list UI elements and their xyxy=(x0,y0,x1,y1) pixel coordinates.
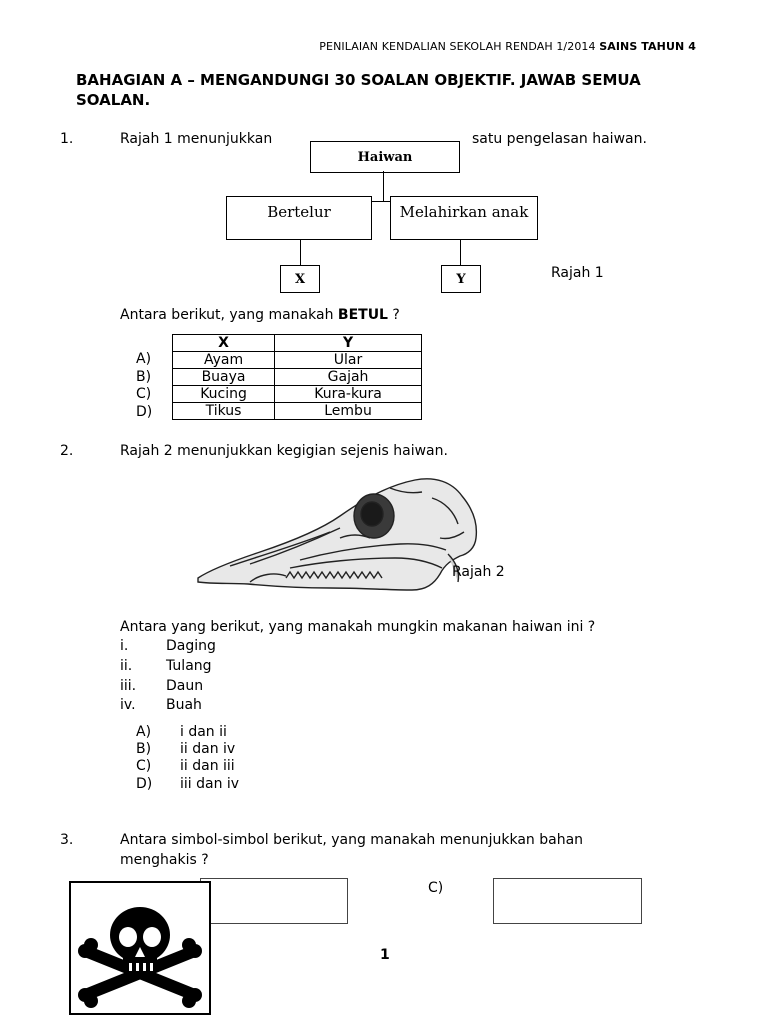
q1-caption: Rajah 1 xyxy=(551,265,604,281)
table-header-row xyxy=(173,335,422,352)
diagram-melahirkan-anak: Melahirkan anak xyxy=(390,196,538,240)
connector-line xyxy=(383,171,384,201)
header-subject: SAINS TAHUN 4 xyxy=(599,40,696,53)
q3-option-b-box xyxy=(200,878,348,924)
q2-item-roman: i. xyxy=(120,638,129,654)
q2-option-label-c: C) xyxy=(136,758,152,774)
q2-option-text-d: iii dan iv xyxy=(180,776,240,792)
diagram-root-haiwan: Haiwan xyxy=(310,141,460,173)
table-cell: Gajah xyxy=(275,369,422,386)
q2-prompt: Antara yang berikut, yang manakah mungkin makanan haiwan ini ? xyxy=(120,619,596,635)
q2-item-roman: iii. xyxy=(120,678,137,694)
q2-option-text-c: ii dan iii xyxy=(180,758,235,774)
q2-option-text-a: i dan ii xyxy=(180,724,227,740)
q2-item-text: Buah xyxy=(166,697,202,713)
q1-option-label-a: A) xyxy=(136,351,152,367)
q1-text-before: Rajah 1 menunjukkan xyxy=(120,131,273,147)
q1-option-label-d: D) xyxy=(136,404,153,420)
diagram-y: Y xyxy=(441,265,481,293)
q2-option-label-a: A) xyxy=(136,724,152,740)
q2-option-text-b: ii dan iv xyxy=(180,741,236,757)
q2-option-label-b: B) xyxy=(136,741,152,757)
diagram-bertelur: Bertelur xyxy=(226,196,372,240)
q1-answer-table xyxy=(172,334,422,420)
q1-prompt-plain: Antara berikut, yang manakah xyxy=(120,307,338,323)
table-cell: Ular xyxy=(275,352,422,369)
q3-text-line2: menghakis ? xyxy=(120,852,209,868)
table-cell: Lembu xyxy=(275,403,422,420)
table-cell: Kucing xyxy=(173,386,275,403)
page-header xyxy=(319,40,696,53)
skull-crossbones-icon xyxy=(71,883,209,1013)
table-header-y: Y xyxy=(275,335,422,352)
table-cell: Tikus xyxy=(173,403,275,420)
connector-line xyxy=(300,240,301,265)
q2-item-roman: iv. xyxy=(120,697,136,713)
q3-number: 3. xyxy=(60,832,74,848)
q2-item-text: Daging xyxy=(166,638,216,654)
q2-number: 2. xyxy=(60,443,74,459)
table-row xyxy=(173,369,422,386)
q3-option-c-box xyxy=(493,878,642,924)
q2-item-roman: ii. xyxy=(120,658,133,674)
q1-prompt-end: ? xyxy=(387,307,400,323)
q1-prompt-bold: BETUL xyxy=(337,307,388,323)
table-cell: Ayam xyxy=(173,352,275,369)
connector-line xyxy=(460,240,461,265)
q1-number: 1. xyxy=(60,131,74,147)
q2-caption: Rajah 2 xyxy=(452,564,505,580)
connector-line xyxy=(372,201,390,202)
table-cell: Buaya xyxy=(173,369,275,386)
q2-text: Rajah 2 menunjukkan kegigian sejenis haiwan. xyxy=(120,443,448,459)
q3-text-line1: Antara simbol-simbol berikut, yang manakah menunjukkan bahan xyxy=(120,832,584,848)
section-title: BAHAGIAN A – MENGANDUNGI 30 SOALAN OBJEKTIF. JAWAB SEMUA SOALAN. xyxy=(76,71,641,109)
q1-prompt xyxy=(120,307,400,323)
diagram-x: X xyxy=(280,265,320,293)
q2-item-text: Tulang xyxy=(166,658,212,674)
header-text: PENILAIAN KENDALIAN SEKOLAH RENDAH 1/2014 xyxy=(319,40,600,53)
table-cell: Kura-kura xyxy=(275,386,422,403)
q2-option-label-d: D) xyxy=(136,776,153,792)
table-header-x: X xyxy=(173,335,275,352)
q3-option-c-label: C) xyxy=(428,880,444,896)
table-row xyxy=(173,386,422,403)
page-number: 1 xyxy=(380,947,390,963)
q1-option-label-b: B) xyxy=(136,369,152,385)
skull-illustration xyxy=(190,468,490,594)
q2-item-text: Daun xyxy=(166,678,204,694)
q1-option-label-c: C) xyxy=(136,386,152,402)
table-row xyxy=(173,352,422,369)
poison-symbol-box xyxy=(69,881,211,1015)
table-row xyxy=(173,403,422,420)
q1-text-after: satu pengelasan haiwan. xyxy=(472,131,647,147)
